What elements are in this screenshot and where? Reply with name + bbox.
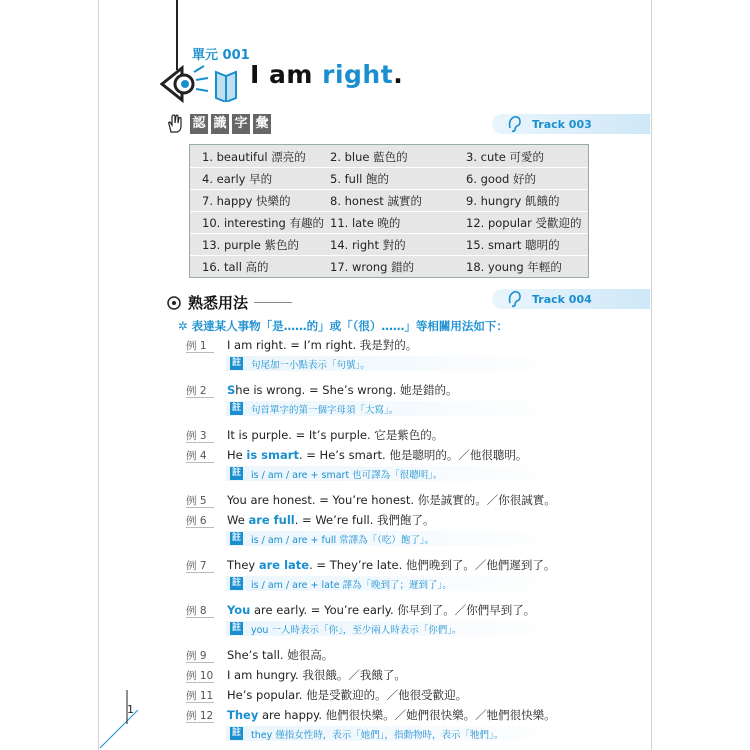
note-badge-icon: 註 <box>231 468 241 478</box>
sentence-part: he is wrong. = She’s wrong. 她是錯的。 <box>235 383 458 397</box>
example-sentence <box>227 382 458 398</box>
vocab-heading-char: 識 <box>211 114 229 134</box>
example-tag: 例 2 <box>186 385 207 397</box>
example-sentence <box>227 707 556 723</box>
note-badge-icon: 註 <box>231 358 241 368</box>
highlighted-phrase: They <box>227 708 259 722</box>
vocab-item: 14. right 對的 <box>330 238 406 252</box>
track-004-badge[interactable] <box>492 289 650 309</box>
example-tag-rule <box>186 507 214 508</box>
example-note <box>226 576 566 591</box>
sentence-part: are happy. 他們很快樂。／她們很快樂。／牠們很快樂。 <box>258 708 556 722</box>
vocab-item: 13. purple 紫色的 <box>202 238 299 252</box>
page-corner-line <box>100 690 140 750</box>
example-tag-rule <box>186 702 214 703</box>
track-label: Track 003 <box>532 117 592 131</box>
example-note <box>226 466 566 481</box>
note-text: you 一人時表示「你」，至少兩人時表示「你們」。 <box>251 624 462 636</box>
ear-icon <box>504 114 524 134</box>
sentence-part: . = They’re late. 他們晚到了。／他們遲到了。 <box>309 558 556 572</box>
vocab-item: 3. cute 可愛的 <box>466 150 544 164</box>
example-tag-rule <box>186 662 214 663</box>
example-tag: 例 6 <box>186 515 207 527</box>
note-badge-icon: 註 <box>231 578 241 588</box>
example-sentence <box>227 647 333 663</box>
example-tag: 例 9 <box>186 650 207 662</box>
note-text: is / am / are + full 常譯為「（吃）飽了」。 <box>251 534 435 546</box>
vocab-item: 1. beautiful 漂亮的 <box>202 150 306 164</box>
highlighted-phrase: is smart <box>246 448 299 462</box>
sentence-part: He’s popular. 他是受歡迎的。／他很受歡迎。 <box>227 688 468 702</box>
highlighted-phrase: are late <box>258 558 310 572</box>
vocab-item: 15. smart 聰明的 <box>466 238 560 252</box>
eye-icon <box>160 62 216 106</box>
example-tag: 例 1 <box>186 340 207 352</box>
note-text: is / am / are + late 譯為「晚到了；遲到了」。 <box>251 579 452 591</box>
highlighted-phrase: S <box>227 383 236 397</box>
example-sentence <box>227 602 535 618</box>
highlighted-phrase: You <box>227 603 251 617</box>
vocab-row-divider <box>190 255 588 256</box>
vocab-item: 7. happy 快樂的 <box>202 194 291 208</box>
example-tag-rule <box>186 462 214 463</box>
sentence-part: . = He’s smart. 他是聰明的。／他很聰明。 <box>298 448 528 462</box>
usage-intro: ✲ 表達某人事物「是……的」或「（很）……」等相關用法如下： <box>178 319 508 333</box>
track-003-badge[interactable] <box>492 114 650 134</box>
example-sentence <box>227 557 555 573</box>
vocab-row-divider <box>190 189 588 190</box>
vocab-item: 16. tall 高的 <box>202 260 269 274</box>
vocab-heading <box>166 114 271 134</box>
note-text: 句尾加一小點表示「句號」。 <box>251 359 370 371</box>
example-note <box>226 531 566 546</box>
note-badge-icon: 註 <box>231 533 241 543</box>
example-tag: 例 11 <box>186 690 214 702</box>
sentence-part: . = We’re full. 我們飽了。 <box>294 513 435 527</box>
vocab-item: 5. full 飽的 <box>330 172 390 186</box>
ear-icon <box>504 289 524 309</box>
note-text: is / am / are + smart 也可譯為「很聰明」。 <box>251 469 443 481</box>
example-note <box>226 621 566 636</box>
example-tag-rule <box>186 442 214 443</box>
sentence-part: They <box>227 558 259 572</box>
note-badge-icon: 註 <box>231 623 241 633</box>
vocab-item: 9. hungry 飢餓的 <box>466 194 560 208</box>
note-text: they 僅指女性時，表示「她們」，指動物時，表示「牠們」。 <box>251 729 504 741</box>
sentence-part: She’s tall. 她很高。 <box>227 648 334 662</box>
top-rule <box>176 0 178 70</box>
vocab-row-divider <box>190 233 588 234</box>
example-tag-rule <box>186 682 214 683</box>
lesson-title: I am right. <box>250 60 404 89</box>
unit-label: 單元 001 <box>192 48 250 63</box>
vocab-item: 8. honest 誠實的 <box>330 194 422 208</box>
example-tag-rule <box>186 527 214 528</box>
example-tag: 例 12 <box>186 710 214 722</box>
example-tag-rule <box>186 352 214 353</box>
vocab-row-divider <box>190 211 588 212</box>
example-sentence <box>227 667 406 683</box>
sentence-part: I am hungry. 我很餓。／我餓了。 <box>227 668 406 682</box>
vocab-table <box>189 144 589 278</box>
example-tag: 例 7 <box>186 560 207 572</box>
example-sentence <box>227 447 527 463</box>
vocab-item: 17. wrong 錯的 <box>330 260 415 274</box>
page-number: 1 <box>127 703 134 716</box>
vocab-item: 6. good 好的 <box>466 172 536 186</box>
vocab-item: 11. late 晚的 <box>330 216 401 230</box>
highlighted-phrase: are full <box>248 513 295 527</box>
sentence-part: We <box>227 513 249 527</box>
sentence-part: It is purple. = It’s purple. 它是紫色的。 <box>227 428 444 442</box>
vocab-item: 10. interesting 有趣的 <box>202 216 325 230</box>
example-note <box>226 356 566 371</box>
sentence-part: are early. = You’re early. 你早到了。／你們早到了。 <box>250 603 536 617</box>
usage-heading: 熟悉用法 <box>166 292 292 313</box>
example-tag: 例 5 <box>186 495 207 507</box>
heading-rule <box>254 302 292 303</box>
sentence-part: You are honest. = You’re honest. 你是誠實的。／你很誠實。 <box>227 493 556 507</box>
sentence-part: I am right. = I’m right. 我是對的。 <box>227 338 418 352</box>
sentence-part: He <box>227 448 247 462</box>
vocab-item: 18. young 年輕的 <box>466 260 562 274</box>
example-note <box>226 401 566 416</box>
vocab-item: 4. early 早的 <box>202 172 273 186</box>
example-tag: 例 10 <box>186 670 214 682</box>
example-tag-rule <box>186 617 214 618</box>
example-tag: 例 8 <box>186 605 207 617</box>
example-tag-rule <box>186 397 214 398</box>
vocab-row-divider <box>190 167 588 168</box>
note-badge-icon: 註 <box>231 728 241 738</box>
book-icon <box>214 68 238 102</box>
vocab-item: 12. popular 受歡迎的 <box>466 216 582 230</box>
note-badge-icon: 註 <box>231 403 241 413</box>
vocab-heading-char: 字 <box>232 114 250 134</box>
example-sentence <box>227 427 443 443</box>
example-sentence <box>227 687 467 703</box>
example-tag: 例 4 <box>186 450 207 462</box>
example-tag: 例 3 <box>186 430 207 442</box>
example-sentence <box>227 512 435 528</box>
example-sentence <box>227 492 556 508</box>
note-text: 句首單字的第一個字母須「大寫」。 <box>251 404 399 416</box>
example-note <box>226 726 566 741</box>
example-sentence <box>227 337 417 353</box>
vocab-item: 2. blue 藍色的 <box>330 150 408 164</box>
example-tag-rule <box>186 572 214 573</box>
track-label: Track 004 <box>532 292 592 306</box>
vocab-heading-char: 彙 <box>253 114 271 134</box>
target-icon <box>166 295 182 311</box>
book-page <box>98 0 652 750</box>
hand-icon <box>166 114 184 134</box>
vocab-heading-char: 認 <box>190 114 208 134</box>
example-tag-rule <box>186 722 214 723</box>
